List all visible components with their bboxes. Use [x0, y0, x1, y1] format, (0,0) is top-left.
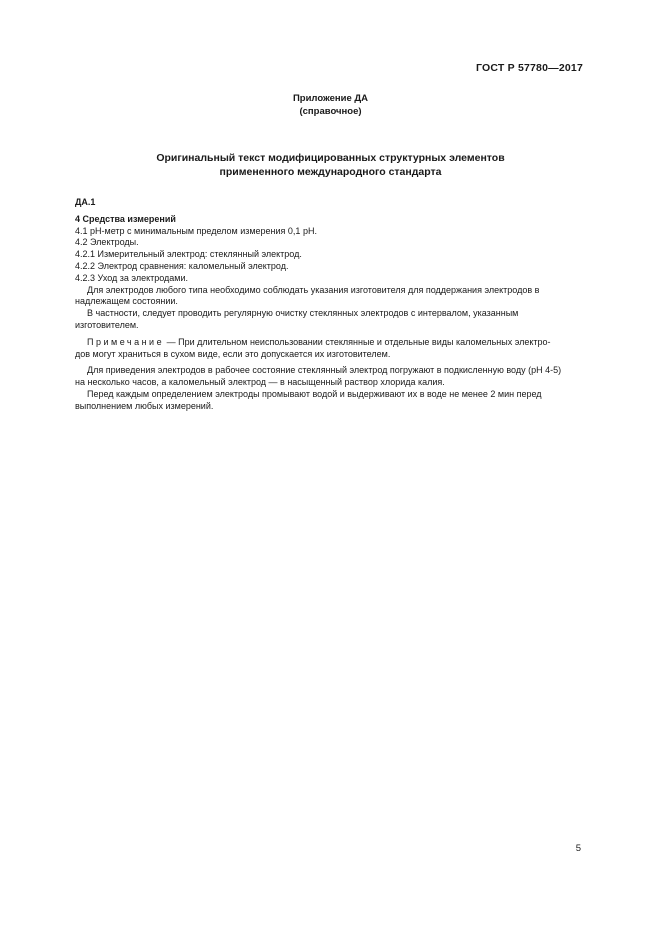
note-text: — При длительном неиспользовании стеклянные и отдельные виды каломельных электро-	[164, 336, 551, 347]
paragraph-4-line-2: выполнением любых измерений.	[75, 400, 214, 411]
annex-heading	[0, 92, 661, 118]
note-line-2: дов могут храниться в сухом виде, если это допускается их изготовителем.	[75, 348, 391, 359]
section-title-line-2: примененного международного стандарта	[219, 166, 442, 178]
paragraph-3-line-1: Для приведения электродов в рабочее состояние стеклянный электрод погружают в подкисленную воду (рН 4-5)	[87, 365, 562, 376]
paragraph-1-line-2: надлежащем состоянии.	[75, 296, 178, 307]
page-number: 5	[575, 843, 581, 854]
section-title-line-1: Оригинальный текст модифицированных структурных элементов	[156, 152, 505, 164]
annex-title: Приложение ДА	[292, 93, 369, 104]
paragraph-4-line-1: Перед каждым определением электроды промывают водой и выдерживают их в воде не менее 2 мин перед	[87, 388, 542, 399]
document-code: ГОСТ Р 57780—2017	[475, 62, 583, 74]
item-4-2: 4.2 Электроды.	[75, 237, 139, 248]
paragraph-2-line-1: В частности, следует проводить регулярную очистку стеклянных электродов с интервалом, указанным	[87, 308, 519, 319]
paragraph-3-line-2: на несколько часов, а каломельный электрод — в насыщенный раствор хлорида калия.	[75, 377, 445, 388]
item-4-2-2: 4.2.2 Электрод сравнения: каломельный электрод.	[75, 260, 289, 271]
paragraph-1-line-1: Для электродов любого типа необходимо соблюдать указания изготовителя для поддержания электродов в	[87, 284, 540, 295]
item-4-2-1: 4.2.1 Измерительный электрод: стеклянный электрод.	[75, 249, 302, 260]
clause-heading: ДА.1	[75, 197, 96, 207]
item-4-1: 4.1 рН-метр с минимальным пределом измерения 0,1 рН.	[75, 225, 317, 236]
paragraph-2-line-2: изготовителем.	[75, 319, 139, 330]
annex-subtitle: (справочное)	[299, 106, 362, 117]
section-title	[0, 151, 661, 179]
clause-subheading: 4 Средства измерений	[75, 213, 176, 224]
note-line-1	[75, 337, 583, 349]
document-body	[75, 197, 583, 413]
item-4-2-3: 4.2.3 Уход за электродами.	[75, 272, 189, 283]
note-label: Примечание	[87, 336, 165, 347]
